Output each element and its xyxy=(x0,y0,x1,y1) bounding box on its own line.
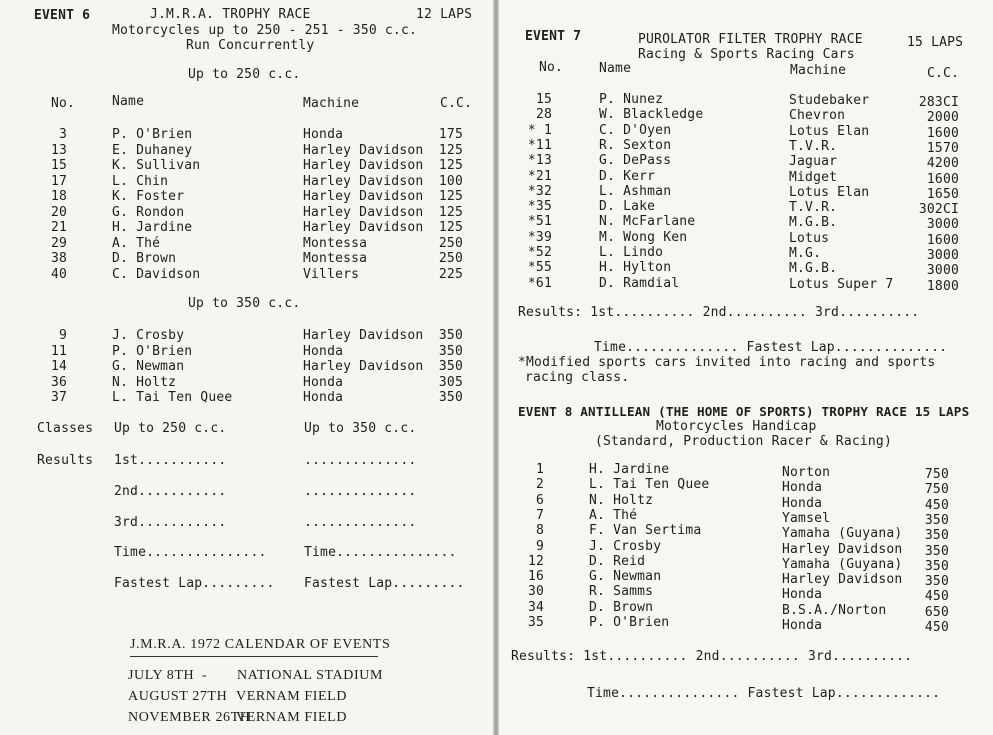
event-7-results: Results: 1st.......... 2nd.......... 3rd.......... xyxy=(518,305,920,320)
entry-cc: 350 xyxy=(924,543,949,559)
entry-machine: Lotus Elan xyxy=(789,184,870,200)
calendar-separator: - xyxy=(202,668,208,683)
entry-name: P. O'Brien xyxy=(589,615,670,630)
entry-cc: 350 xyxy=(924,558,949,574)
event-7-note-2: racing class. xyxy=(525,370,630,385)
entry-cc: 3000 xyxy=(926,248,959,263)
entry-number: 2 xyxy=(535,477,544,493)
entry-name: L. Ashman xyxy=(599,183,672,199)
entry-machine: Villers xyxy=(303,266,360,282)
entry-name: N. McFarlane xyxy=(599,214,696,230)
entry-machine: Harley Davidson xyxy=(303,359,424,374)
entry-name: W. Blackledge xyxy=(599,107,704,123)
classes-label: Classes xyxy=(37,421,94,436)
fastest-lap-350: Fastest Lap......... xyxy=(304,576,465,591)
entry-cc: 350 xyxy=(924,512,949,528)
entry-name: L. Tai Ten Quee xyxy=(589,477,710,493)
entry-cc: 450 xyxy=(924,497,949,513)
r-header-cc: C.C. xyxy=(927,66,960,81)
header-cc: C.C. xyxy=(440,96,473,111)
entry-machine: Montessa xyxy=(303,235,368,251)
results-label: Results xyxy=(37,453,94,468)
entry-cc: 350 xyxy=(438,343,463,359)
calendar-title-underline xyxy=(130,656,378,657)
entry-machine: T.V.R. xyxy=(789,138,838,154)
entry-name: E. Duhaney xyxy=(112,142,193,158)
entry-machine: Honda xyxy=(782,495,823,511)
entry-name: P. O'Brien xyxy=(112,127,193,142)
event-6-title: J.M.R.A. TROPHY RACE xyxy=(150,7,311,22)
entry-number: * 1 xyxy=(527,122,552,138)
entry-machine: Harley Davidson xyxy=(782,541,903,557)
entry-cc: 450 xyxy=(924,589,949,605)
entry-machine: Lotus Elan xyxy=(789,123,870,139)
entry-machine: Honda xyxy=(303,127,344,142)
header-machine: Machine xyxy=(303,96,360,111)
entry-machine: Harley Davidson xyxy=(782,572,903,588)
entry-name: P. Nunez xyxy=(599,92,664,107)
header-no: No. xyxy=(51,96,76,111)
entry-machine: Norton xyxy=(782,465,831,480)
entry-number: 28 xyxy=(535,107,552,123)
header-name: Name xyxy=(112,94,145,109)
entry-machine: Harley Davidson xyxy=(303,328,424,343)
entry-number: *32 xyxy=(527,183,552,199)
entry-number: 1 xyxy=(535,462,544,477)
entry-cc: 350 xyxy=(438,390,463,405)
entry-cc: 1600 xyxy=(926,125,959,141)
entry-machine: M.G. xyxy=(789,246,822,261)
entry-machine: T.V.R. xyxy=(789,200,838,216)
entry-name: D. Brown xyxy=(112,251,177,266)
entry-machine: Honda xyxy=(303,343,344,359)
entry-number: 17 xyxy=(50,173,67,189)
entry-name: H. Jardine xyxy=(589,462,670,477)
entry-machine: Harley Davidson xyxy=(303,158,424,173)
entry-number: *35 xyxy=(527,199,552,215)
event-8-subtitle-2: (Standard, Production Racer & Racing) xyxy=(595,434,892,449)
entry-number: 7 xyxy=(535,507,544,523)
calendar-venue: VERNAM FIELD xyxy=(236,689,348,704)
entry-name: M. Wong Ken xyxy=(599,229,688,245)
entry-machine: Midget xyxy=(789,169,838,185)
class-350-heading: Up to 350 c.c. xyxy=(188,296,301,311)
entry-number: 37 xyxy=(50,390,67,405)
entry-number: 6 xyxy=(535,492,544,508)
entry-number: 15 xyxy=(535,92,552,107)
entry-number: 11 xyxy=(50,343,67,359)
entry-cc: 1800 xyxy=(926,278,959,294)
entry-machine: Honda xyxy=(782,587,823,603)
event-7-label: EVENT 7 xyxy=(525,29,582,44)
entry-machine: Yamaha (Guyana) xyxy=(782,556,903,572)
entry-cc: 650 xyxy=(924,604,949,620)
r-header-machine: Machine xyxy=(790,63,847,78)
entry-cc: 305 xyxy=(438,374,463,390)
entry-cc: 450 xyxy=(924,620,949,635)
entry-cc: 125 xyxy=(438,158,463,173)
entry-machine: Yamsel xyxy=(782,510,831,526)
calendar-date: NOVEMBER 26TH xyxy=(128,710,251,725)
entry-name: G. Newman xyxy=(589,569,662,585)
entry-machine: B.S.A./Norton xyxy=(782,602,887,618)
entry-number: *61 xyxy=(527,275,552,291)
entry-machine: Honda xyxy=(303,390,344,405)
entry-machine: Harley Davidson xyxy=(303,173,424,189)
entry-name: J. Crosby xyxy=(589,538,662,554)
entry-number: 3 xyxy=(58,127,67,142)
entry-number: 9 xyxy=(58,328,67,343)
entry-number: *11 xyxy=(527,137,552,153)
entry-machine: Montessa xyxy=(303,251,368,266)
event-6-laps: 12 LAPS xyxy=(416,7,473,22)
entry-cc: 1600 xyxy=(926,171,959,187)
entry-cc: 350 xyxy=(438,328,463,343)
calendar-title: J.M.R.A. 1972 CALENDAR OF EVENTS xyxy=(130,637,391,652)
entry-name: D. Brown xyxy=(589,599,654,615)
entry-cc: 1600 xyxy=(926,232,959,248)
event-7-title: PUROLATOR FILTER TROPHY RACE xyxy=(638,32,863,47)
entry-number: 35 xyxy=(527,615,544,630)
entry-number: 13 xyxy=(50,142,67,158)
entry-cc: 100 xyxy=(438,173,463,189)
entry-name: C. D'Oyen xyxy=(599,122,672,138)
entry-cc: 1570 xyxy=(926,140,959,156)
result-1st-250: 1st........... xyxy=(114,453,227,468)
entry-name: F. Van Sertima xyxy=(589,523,702,539)
entry-name: K. Foster xyxy=(112,189,185,204)
entry-machine: Lotus Super 7 xyxy=(789,276,894,292)
entry-cc: 350 xyxy=(438,359,463,374)
entry-number: 12 xyxy=(527,553,544,569)
entry-cc: 3000 xyxy=(926,263,959,279)
entry-name: N. Holtz xyxy=(112,374,177,390)
entry-machine: Chevron xyxy=(789,108,846,124)
event-7-note: *Modified sports cars invited into racing and sports xyxy=(518,355,936,370)
entry-name: N. Holtz xyxy=(589,492,654,508)
entry-machine: Yamaha (Guyana) xyxy=(782,526,903,542)
event-8-time: Time............... Fastest Lap............. xyxy=(587,686,941,701)
entry-number: 21 xyxy=(50,220,67,235)
entry-machine: Harley Davidson xyxy=(303,220,424,235)
entry-number: 15 xyxy=(50,158,67,173)
entry-name: H. Jardine xyxy=(112,220,193,235)
result-1st-350: .............. xyxy=(304,453,417,468)
r-header-name: Name xyxy=(599,61,632,76)
entry-cc: 250 xyxy=(438,235,463,251)
event-8-title: EVENT 8 ANTILLEAN (THE HOME OF SPORTS) TROPHY RACE 15 LAPS xyxy=(518,404,970,419)
entry-cc: 1650 xyxy=(926,186,959,202)
entry-machine: Harley Davidson xyxy=(303,142,424,158)
event-8-subtitle: Motorcycles Handicap xyxy=(656,419,817,434)
entry-cc: 125 xyxy=(438,220,463,235)
entry-cc: 125 xyxy=(438,142,463,158)
entry-name: D. Lake xyxy=(599,199,656,215)
entry-number: 40 xyxy=(50,266,67,282)
entry-name: G. Newman xyxy=(112,359,185,374)
fastest-lap-250: Fastest Lap......... xyxy=(114,576,275,591)
entry-number: 29 xyxy=(50,235,67,251)
entry-cc: 750 xyxy=(924,467,949,482)
entry-name: R. Sexton xyxy=(599,137,672,153)
event-7-subtitle: Racing & Sports Racing Cars xyxy=(638,47,855,62)
time-350: Time............... xyxy=(304,545,457,560)
entry-cc: 175 xyxy=(438,127,463,142)
entry-cc: 4200 xyxy=(926,156,959,172)
event-6-label: EVENT 6 xyxy=(34,8,91,23)
entry-machine: Jaguar xyxy=(789,154,838,170)
entry-number: *52 xyxy=(527,245,552,260)
entry-name: G. DePass xyxy=(599,153,672,169)
entry-cc: 350 xyxy=(924,528,949,544)
entry-cc: 2000 xyxy=(926,110,959,126)
result-3rd-250: 3rd........... xyxy=(114,515,227,530)
entry-name: A. Thé xyxy=(112,235,161,251)
time-250: Time............... xyxy=(114,545,267,560)
entry-machine: Honda xyxy=(303,374,344,390)
entry-cc: 283CI xyxy=(918,95,959,110)
entry-name: A. Thé xyxy=(589,507,638,523)
entry-number: 34 xyxy=(527,599,544,615)
result-2nd-250: 2nd........... xyxy=(114,484,227,499)
entry-machine: M.G.B. xyxy=(789,215,838,231)
result-2nd-350: .............. xyxy=(304,484,417,499)
entry-name: K. Sullivan xyxy=(112,158,201,173)
entry-name: D. Kerr xyxy=(599,168,656,184)
entry-cc: 3000 xyxy=(926,217,959,233)
entry-number: 16 xyxy=(527,569,544,585)
event-7-laps: 15 LAPS xyxy=(907,35,964,50)
entry-number: 30 xyxy=(527,584,544,600)
entry-name: L. Lindo xyxy=(599,245,664,260)
class-col-250: Up to 250 c.c. xyxy=(114,421,227,436)
right-page xyxy=(499,0,993,735)
left-page xyxy=(0,0,493,735)
result-3rd-350: .............. xyxy=(304,515,417,530)
entry-number: 36 xyxy=(50,374,67,390)
entry-cc: 225 xyxy=(438,266,463,282)
entry-machine: M.G.B. xyxy=(789,261,838,277)
entry-machine: Harley Davidson xyxy=(303,189,424,204)
entry-cc: 750 xyxy=(924,482,949,498)
entry-cc: 125 xyxy=(438,204,463,220)
entry-number: 20 xyxy=(50,204,67,220)
entry-name: R. Samms xyxy=(589,584,654,600)
event-6-subtitle: Motorcycles up to 250 - 251 - 350 c.c. xyxy=(112,23,418,38)
class-col-350: Up to 350 c.c. xyxy=(304,421,417,436)
entry-name: L. Chin xyxy=(112,173,169,189)
entry-number: 38 xyxy=(50,251,67,266)
entry-machine: Honda xyxy=(782,480,823,496)
entry-number: 18 xyxy=(50,189,67,204)
entry-name: J. Crosby xyxy=(112,328,185,343)
calendar-date: JULY 8TH xyxy=(128,668,195,683)
entry-name: H. Hylton xyxy=(599,260,672,276)
entry-number: 9 xyxy=(535,538,544,554)
entry-machine: Harley Davidson xyxy=(303,204,424,220)
entry-number: *39 xyxy=(527,229,552,245)
entry-name: C. Davidson xyxy=(112,266,201,282)
entry-number: *21 xyxy=(527,168,552,184)
class-250-heading: Up to 250 c.c. xyxy=(188,67,301,82)
calendar-venue: VERNAM FIELD xyxy=(236,710,348,725)
entry-name: G. Rondon xyxy=(112,204,185,220)
event-8-results: Results: 1st.......... 2nd.......... 3rd.......... xyxy=(511,649,913,664)
entry-number: *51 xyxy=(527,214,552,230)
entry-name: D. Ramdial xyxy=(599,275,680,291)
entry-machine: Studebaker xyxy=(789,93,870,108)
entry-cc: 250 xyxy=(438,251,463,266)
entry-machine: Honda xyxy=(782,618,823,633)
entry-cc: 350 xyxy=(924,574,949,590)
r-header-no: No. xyxy=(539,60,564,75)
entry-number: 8 xyxy=(535,523,544,539)
entry-name: L. Tai Ten Quee xyxy=(112,390,233,405)
event-7-time: Time.............. Fastest Lap.............. xyxy=(594,340,948,355)
entry-name: D. Reid xyxy=(589,553,646,569)
entry-cc: 302CI xyxy=(918,202,959,218)
entry-machine: Lotus xyxy=(789,230,830,246)
event-6-subtitle-2: Run Concurrently xyxy=(186,38,315,53)
entry-name: P. O'Brien xyxy=(112,343,193,359)
entry-number: *13 xyxy=(527,153,552,169)
entry-number: *55 xyxy=(527,260,552,276)
entry-cc: 125 xyxy=(438,189,463,204)
calendar-date: AUGUST 27TH xyxy=(128,689,228,704)
entry-number: 14 xyxy=(50,359,67,374)
calendar-venue: NATIONAL STADIUM xyxy=(237,668,384,683)
